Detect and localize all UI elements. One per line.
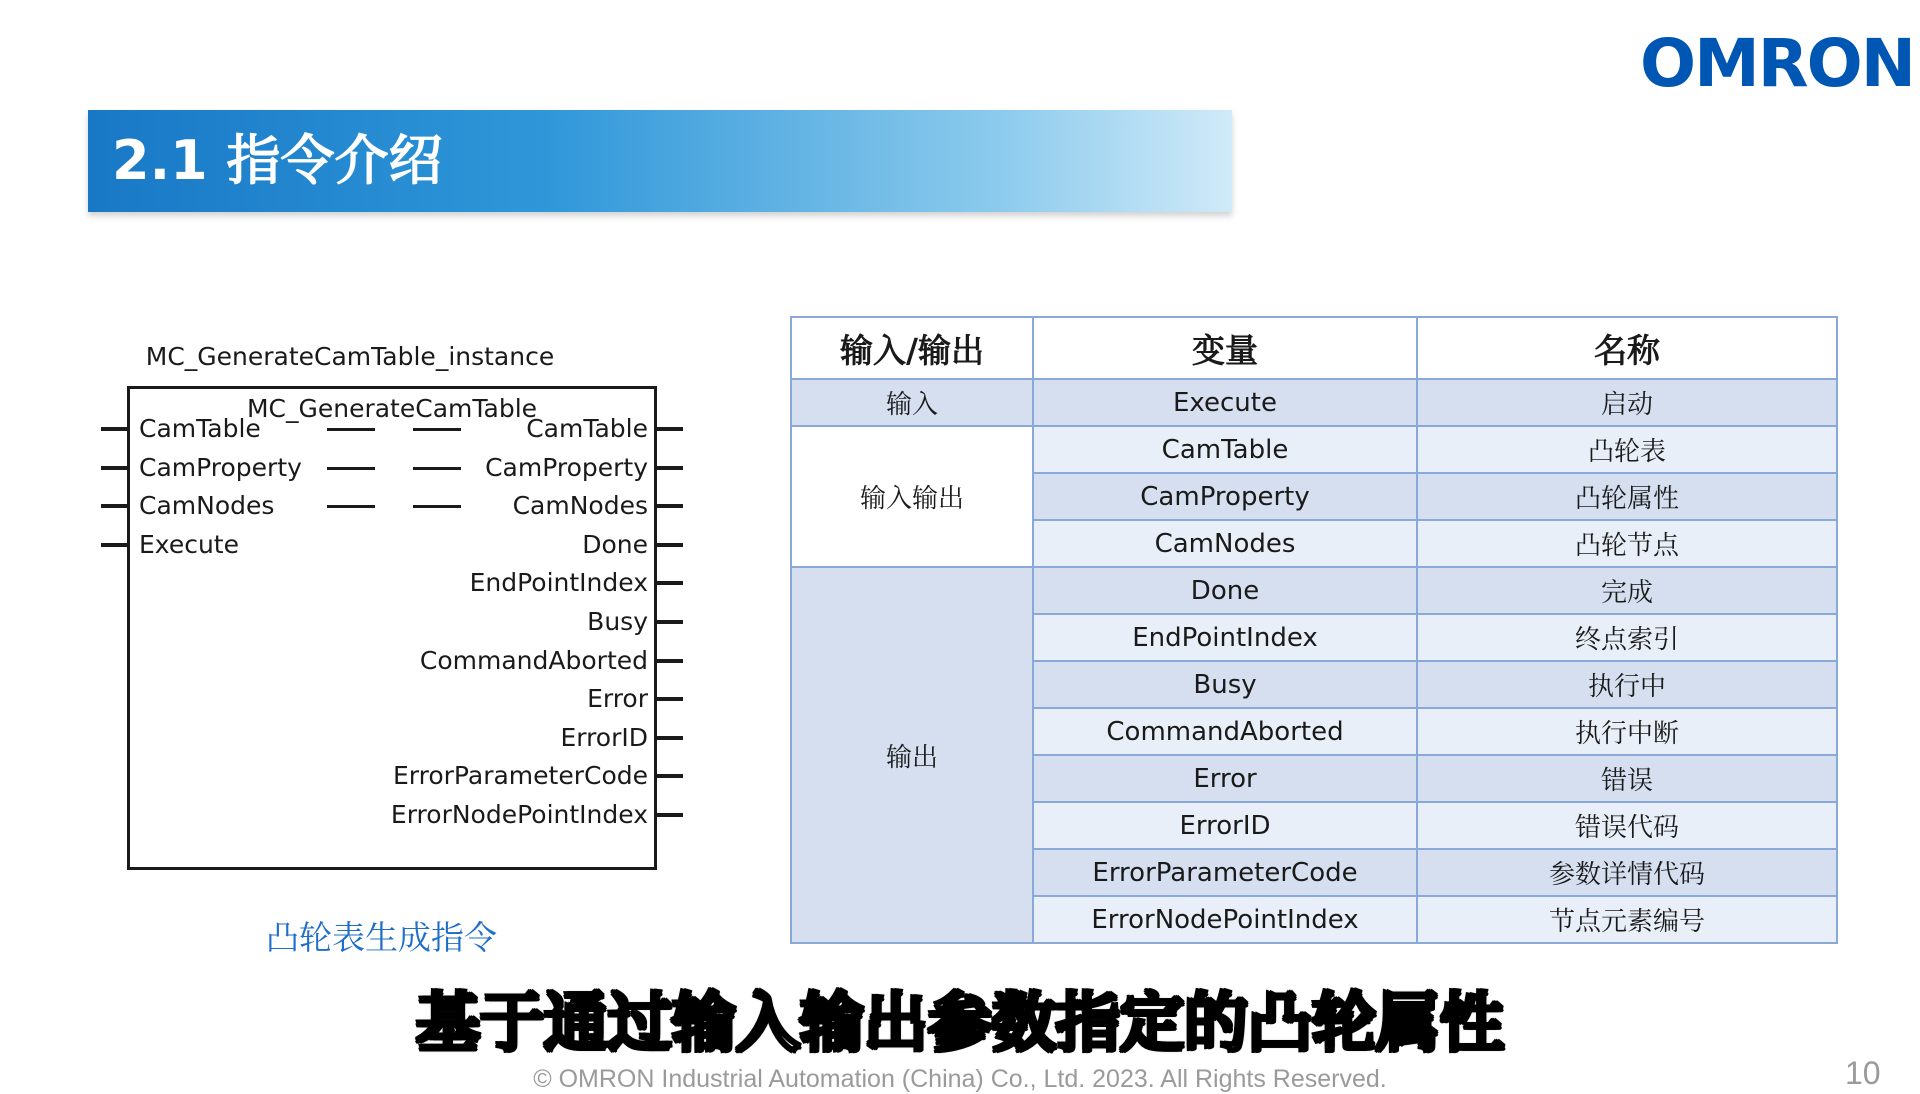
table-row (791, 567, 1837, 614)
variable-cell: ErrorParameterCode (1033, 849, 1417, 896)
header-variable: 变量 (1033, 317, 1417, 379)
copyright-notice: © OMRON Industrial Automation (China) Co., Ltd. 2023. All Rights Reserved. (533, 1065, 1387, 1093)
name-cell: 凸轮属性 (1417, 473, 1837, 520)
variable-cell: CamTable (1033, 426, 1417, 473)
name-cell: 终点索引 (1417, 614, 1837, 661)
fb-name: MC_GenerateCamTable (246, 394, 538, 423)
name-cell: 凸轮节点 (1417, 520, 1837, 567)
fb-output-pin-line (657, 466, 683, 470)
table-header-row (791, 317, 1837, 379)
header-name: 名称 (1417, 317, 1837, 379)
fb-output-pin-line (657, 581, 683, 585)
video-subtitle: 基于通过输入输出参数指定的凸轮属性 (416, 987, 1504, 1061)
fb-input-pin-line (101, 543, 127, 547)
name-cell: 错误代码 (1417, 802, 1837, 849)
fb-output-pin-line (657, 427, 683, 431)
fb-output-pin-label: CamTable (526, 414, 648, 443)
fb-output-pin-line (657, 543, 683, 547)
table-row (791, 379, 1837, 426)
variable-cell: CamNodes (1033, 520, 1417, 567)
name-cell: 执行中断 (1417, 708, 1837, 755)
fb-output-pin-label: Error (587, 684, 648, 714)
variable-cell: Busy (1033, 661, 1417, 708)
fb-output-pin-line (657, 813, 683, 817)
fb-output-pin-label: Done (582, 529, 648, 559)
name-cell: 凸轮表 (1417, 426, 1837, 473)
fb-input-pin-label: CamTable (139, 414, 261, 443)
name-cell: 完成 (1417, 567, 1837, 614)
variable-cell: Execute (1033, 379, 1417, 426)
fb-output-pin-line (657, 659, 683, 663)
fb-inout-dash (327, 428, 375, 431)
fb-output-pin-label: ErrorParameterCode (392, 761, 648, 791)
fb-inout-dash (413, 428, 461, 431)
fb-inout-dash (413, 505, 461, 508)
fb-input-pin-label: Execute (139, 529, 239, 559)
fb-output-pin-label: CamNodes (512, 491, 648, 521)
fb-output-pin-label: CamProperty (485, 452, 648, 482)
variable-cell: CommandAborted (1033, 708, 1417, 755)
fb-input-pin-label: CamProperty (139, 452, 302, 482)
name-cell: 执行中 (1417, 661, 1837, 708)
fb-output-pin-label: ErrorNodePointIndex (390, 800, 648, 829)
io-group-cell: 输出 (791, 567, 1033, 943)
io-variable-table (790, 316, 1838, 944)
omron-logo: OMRON (1640, 25, 1914, 102)
fb-inout-dash (327, 467, 375, 470)
name-cell: 启动 (1417, 379, 1837, 426)
io-group-cell: 输入输出 (791, 426, 1033, 567)
header-io: 输入/输出 (791, 317, 1033, 379)
fb-instance-name: MC_GenerateCamTable_instance (145, 342, 555, 371)
io-group-cell: 输入 (791, 379, 1033, 426)
fb-output-pin-line (657, 504, 683, 508)
table-row (791, 426, 1837, 473)
fb-output-pin-label: Busy (587, 607, 648, 636)
variable-cell: CamProperty (1033, 473, 1417, 520)
name-cell: 参数详情代码 (1417, 849, 1837, 896)
fb-output-pin-line (657, 620, 683, 624)
fb-output-pin-label: ErrorID (560, 722, 648, 752)
section-title: 2.1 指令介绍 (112, 129, 443, 192)
fb-inout-dash (413, 467, 461, 470)
fb-output-pin-label: CommandAborted (419, 645, 648, 675)
variable-cell: Done (1033, 567, 1417, 614)
diagram-caption: 凸轮表生成指令 (266, 918, 497, 957)
fb-input-pin-line (101, 427, 127, 431)
name-cell: 错误 (1417, 755, 1837, 802)
name-cell: 节点元素编号 (1417, 896, 1837, 943)
fb-inout-dash (327, 505, 375, 508)
fb-input-pin-label: CamNodes (139, 491, 275, 521)
fb-output-pin-line (657, 774, 683, 778)
section-title-bar (88, 110, 1232, 212)
fb-output-pin-line (657, 697, 683, 701)
variable-cell: Error (1033, 755, 1417, 802)
fb-output-pin-line (657, 736, 683, 740)
page-number: 10 (1845, 1055, 1881, 1091)
fb-input-pin-line (101, 504, 127, 508)
fb-output-pin-label: EndPointIndex (469, 568, 648, 598)
variable-cell: ErrorID (1033, 802, 1417, 849)
fb-input-pin-line (101, 466, 127, 470)
variable-cell: ErrorNodePointIndex (1033, 896, 1417, 943)
variable-cell: EndPointIndex (1033, 614, 1417, 661)
